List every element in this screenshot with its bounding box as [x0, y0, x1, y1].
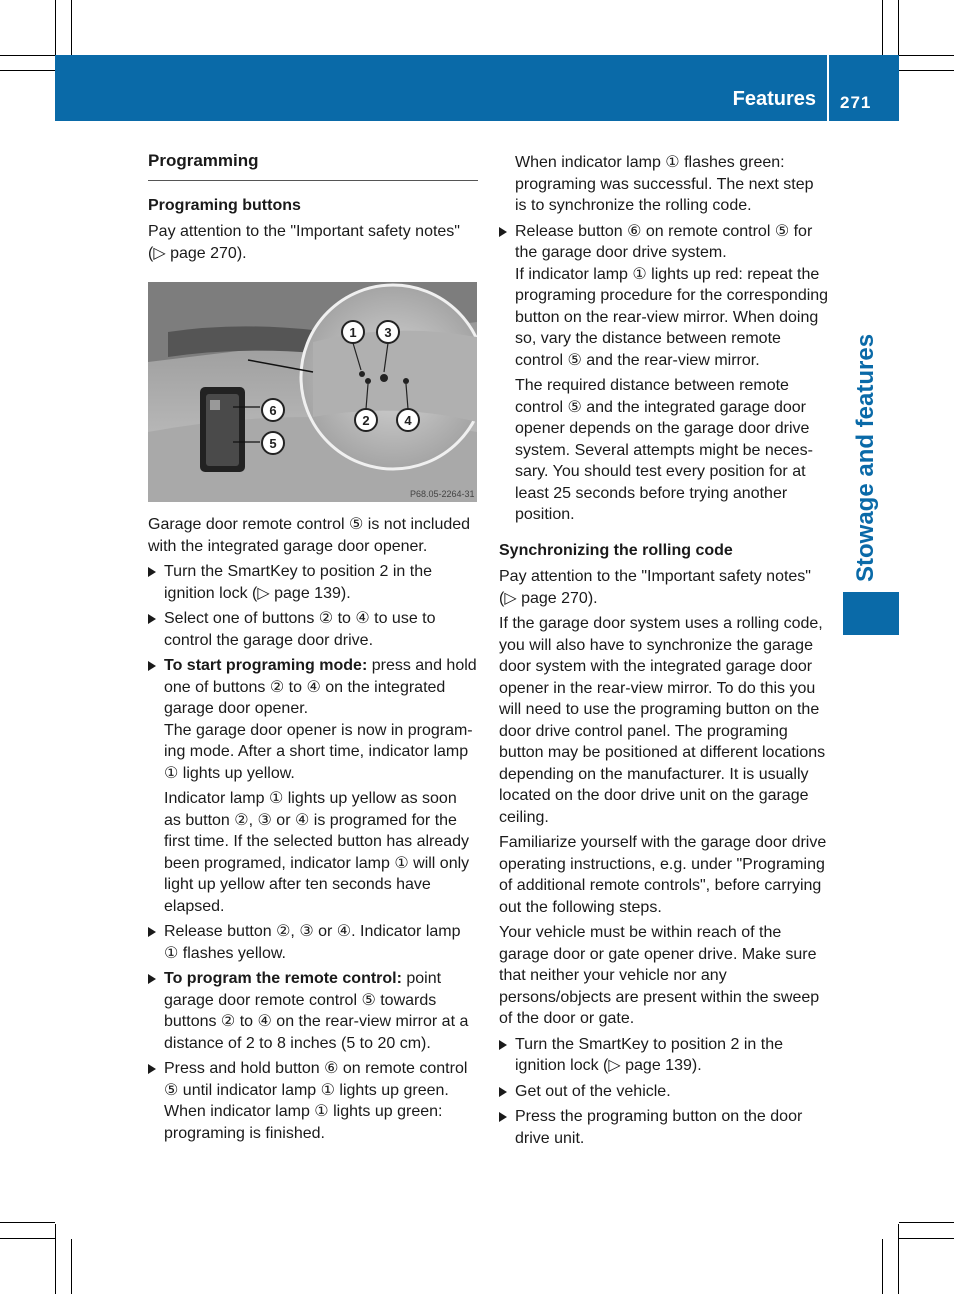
step-start-programing: To start programing mode: press and hold one of buttons ② to ④ on the integrated garage door opener. The garage door opener is now in programing mode. After a short time, indicator lamp ① lights up yellow. — [148, 655, 478, 784]
crop-mark — [71, 1239, 72, 1294]
bullet-arrow-icon — [148, 1064, 156, 1074]
distance-note: The required distance between remote control ⑤ and the integrated garage door opener depends on the garage door drive system. Several attempts might be necessary. You should test every position for at least 25 seconds before trying another position. — [515, 377, 813, 523]
step-press-door-button: Press the programing button on the door drive unit. — [499, 1106, 829, 1149]
section-title: Features — [732, 88, 816, 110]
bullet-arrow-icon — [499, 1112, 507, 1122]
crop-mark — [55, 1224, 56, 1294]
header-divider — [827, 55, 829, 121]
crop-mark — [899, 1222, 954, 1223]
bullet-arrow-icon — [148, 567, 156, 577]
crop-mark — [882, 0, 883, 55]
chapter-tab — [843, 592, 899, 635]
crop-mark — [0, 70, 55, 71]
crop-mark — [0, 1238, 55, 1239]
safety-note: Pay attention to the "Important safety notes" (▷ page 270). — [499, 568, 811, 607]
bullet-arrow-icon — [148, 614, 156, 624]
crop-mark — [898, 1224, 899, 1294]
left-column — [148, 150, 478, 1148]
crop-mark — [0, 55, 55, 56]
safety-note: Pay attention to the "Important safety notes" (▷ page 270). — [148, 223, 460, 262]
step-program-remote: To program the remote control: point garage door remote control ⑤ towards buttons ② to ④ on the rear-view mirror at a distance of 2 to 8 inches (5 to 20 cm). — [148, 968, 478, 1054]
crop-mark — [899, 1238, 954, 1239]
step-select-button: Select one of buttons ② to ④ to use to control the garage door drive. — [148, 608, 478, 651]
section-heading: Programming — [148, 150, 478, 181]
crop-mark — [71, 0, 72, 55]
subsection-heading: Programing buttons — [148, 196, 301, 214]
step-turn-key: Turn the SmartKey to position 2 in the ignition lock (▷ page 139). — [499, 1034, 829, 1077]
callout-2: 2 — [362, 413, 370, 428]
subsection-heading: Synchronizing the rolling code — [499, 541, 733, 559]
step-turn-key: Turn the SmartKey to position 2 in the ignition lock (▷ page 139). — [148, 561, 478, 604]
callout-6: 6 — [269, 403, 277, 418]
step-press-hold: Press and hold button ⑥ on remote control ⑤ until indicator lamp ① lights up green. When indicator lamp ① lights up green: programing is finished. — [148, 1058, 478, 1144]
callout-3: 3 — [384, 325, 392, 340]
step-release-button: Release button ②, ③ or ④. Indicator lamp ① flashes yellow. — [148, 921, 478, 964]
crop-mark — [899, 55, 954, 56]
page-number: 271 — [840, 93, 872, 112]
crop-mark — [0, 1222, 55, 1223]
mirror-illustration — [148, 282, 477, 502]
figure-code: P68.05-2264-31 — [410, 489, 475, 499]
crop-mark — [882, 1239, 883, 1294]
figure-caption: Garage door remote control ⑤ is not included with the integrated garage door opener. — [148, 516, 471, 555]
callout-5: 5 — [269, 436, 277, 451]
indicator-note: Indicator lamp ① lights up yellow as soon as button ②, ③ or ④ is programed for the first time. If the selected button has already been programed, indicator lamp ① will only light up yellow after ten seconds have elapsed. — [164, 790, 470, 915]
callout-4: 4 — [404, 413, 412, 428]
callout-1: 1 — [349, 325, 357, 340]
bullet-arrow-icon — [499, 1040, 507, 1050]
crop-mark — [899, 70, 954, 71]
chapter-tab-label: Stowage and features — [852, 333, 879, 582]
bullet-arrow-icon — [148, 661, 156, 671]
bullet-arrow-icon — [148, 974, 156, 984]
safety-paragraph: Your vehicle must be within reach of the garage door or gate opener drive. Make sure that neither your vehicle nor any persons/objects are present within the sweep of the door or gate. — [499, 924, 820, 1027]
result-note: When indicator lamp ① flashes green: programing was successful. The next step is to synchronize the rolling code. — [515, 154, 814, 214]
bullet-arrow-icon — [499, 1087, 507, 1097]
mirror-figure — [148, 282, 477, 502]
rolling-code-paragraph: If the garage door system uses a rolling code, you will also have to synchronize the garage door system with the integrated garage door opener in the rear-view mirror. To do this you will need to use the programing button on the door drive control panel. The programing button may be positioned at different locations depending on the manufacturer. It is usually located on the door drive unit on the garage ceiling. — [499, 615, 826, 826]
step-exit-vehicle: Get out of the vehicle. — [499, 1081, 829, 1103]
right-column — [499, 152, 829, 1153]
bullet-arrow-icon — [148, 927, 156, 937]
instructions-paragraph: Familiarize yourself with the garage door drive operating instructions, e.g. under "Programing of additional remote controls", before carrying out the following steps. — [499, 834, 827, 916]
step-release-remote: Release button ⑥ on remote control ⑤ for the garage door drive system. If indicator lamp ① lights up red: repeat the programing procedure for the corresponding button on the rear-view mirror. When doing so, vary the distance between remote control ⑤ and the rear-view mirror. — [499, 221, 829, 372]
bullet-arrow-icon — [499, 227, 507, 237]
